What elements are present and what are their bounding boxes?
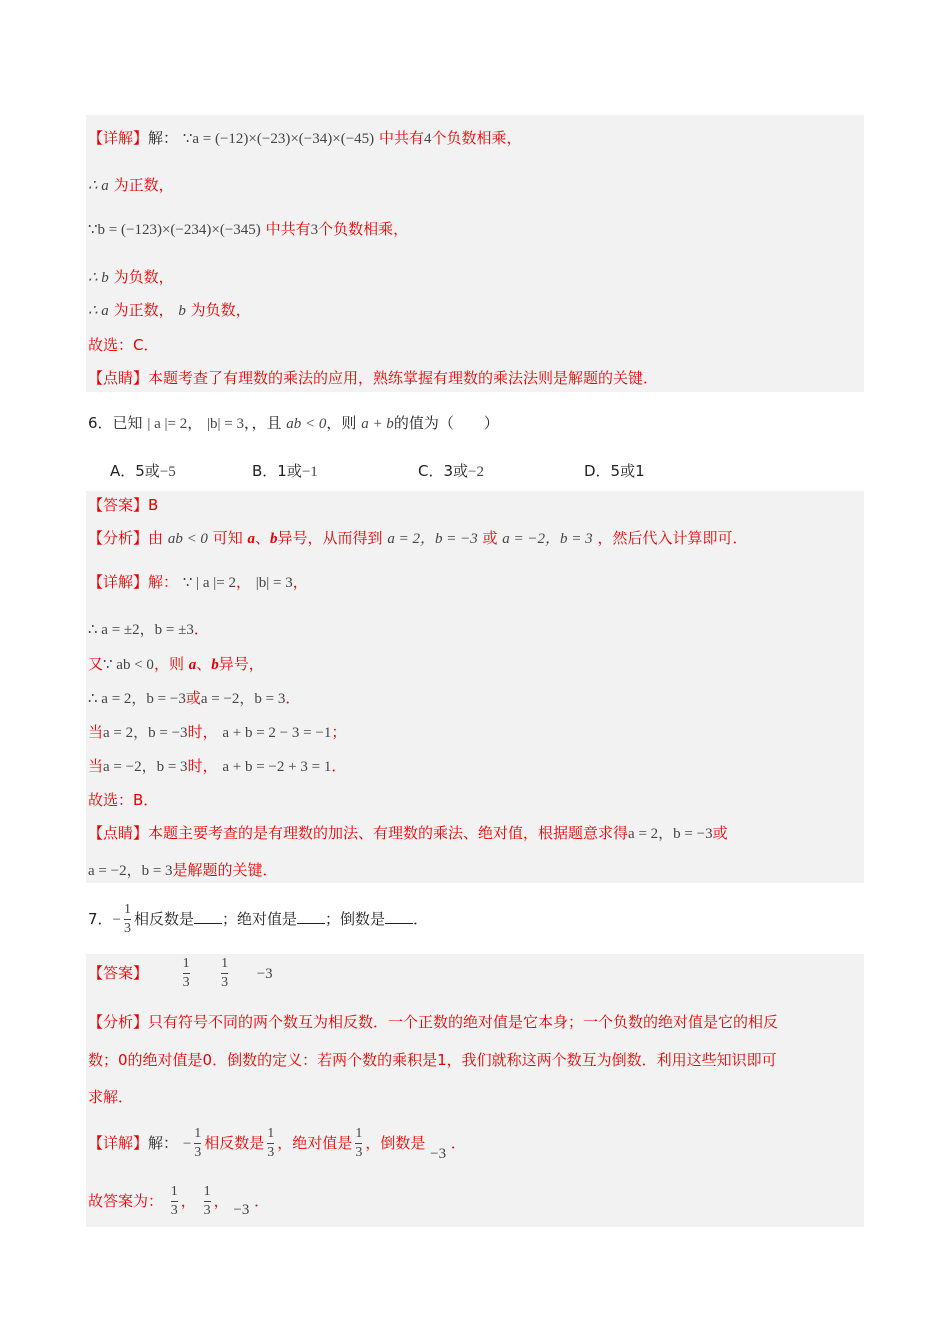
q7-stem: 7．− $\frac{1}{3}$ 相反数是 ；绝对值是 ；倒数是 ． xyxy=(88,902,429,936)
detail-tag: 【详解】 xyxy=(88,129,149,147)
a7-detail: 【详解】解： − $\frac{1}{3}$ 相反数是 $\frac{1}{3}$ ，绝对值是 $\frac{1}{3}$ ，倒数是 −3 ． xyxy=(88,1126,466,1162)
a6-detail-4: ∴ a = 2，b = −3或a = −2，b = 3． xyxy=(88,689,301,707)
a7-final: 故答案为： $\frac{1}{3}$ ， $\frac{1}{3}$ ， −3 ． xyxy=(88,1184,270,1218)
a6-detail-5: 当a = 2，b = −3时， a + b = 2 − 3 = −1； xyxy=(88,723,347,741)
fraction: $\frac{1}{3}$ xyxy=(170,1184,178,1218)
a7-answer: 【答案】 $\frac{1}{3}$ $\frac{1}{3}$ −3 xyxy=(88,956,273,990)
option-c: C．3或−2 xyxy=(418,462,484,480)
a6-detail-7: 故选：B． xyxy=(88,791,159,809)
fraction: $\frac{1}{3}$ xyxy=(124,902,132,936)
a6-comment-2: a = −2，b = 3是解题的关键． xyxy=(88,861,278,879)
s5-line-1: 【详解】解： ∵a = (−12)×(−23)×(−34)×(−45) 中共有4个负数相乘， xyxy=(88,129,522,147)
fraction: $\frac{1}{3}$ xyxy=(203,1184,211,1218)
a6-answer: 【答案】B xyxy=(88,496,159,514)
q6-stem: 6．已知 | a |= 2， |b| = 3，，且 ab < 0，则 a + b的值为（ ） xyxy=(88,414,499,432)
a6-detail-3: 又∵ ab < 0，则 a、b异号， xyxy=(88,655,264,673)
comment-tag: 【点睛】 xyxy=(88,369,149,387)
solution-panel-5 xyxy=(86,115,864,392)
a6-analysis: 【分析】由 ab < 0 可知 a、b异号，从而得到 a = 2，b = −3 或 a = −2，b = 3 ，然后代入计算即可． xyxy=(88,529,748,547)
blank xyxy=(385,909,413,924)
a6-comment-1: 【点睛】本题主要考查的是有理数的加法、有理数的乘法、绝对值，根据题意求得a = 2，b = −3或 xyxy=(88,824,728,842)
a7-analysis-2: 数；0的绝对值是0．倒数的定义：若两个数的乘积是1，我们就称这两个数互为倒数．利用这些知识即可 xyxy=(88,1051,777,1069)
fraction: $\frac{1}{3}$ xyxy=(267,1126,275,1160)
a6-detail-6: 当a = −2，b = 3时， a + b = −2 + 3 = 1． xyxy=(88,757,347,775)
option-a: A．5或−5 xyxy=(110,462,176,480)
fraction: $\frac{1}{3}$ xyxy=(221,956,229,990)
s5-line-5: ∴ a 为正数， b 为负数， xyxy=(88,301,251,319)
s5-line-7: 【点睛】本题考查了有理数的乘法的应用，熟练掌握有理数的乘法法则是解题的关键． xyxy=(88,369,659,387)
s5-line-4: ∴ b 为负数， xyxy=(88,268,174,286)
option-d: D．5或1 xyxy=(584,462,645,480)
fraction: $\frac{1}{3}$ xyxy=(194,1126,202,1160)
s5-line-2: ∴ a 为正数， xyxy=(88,176,174,194)
blank xyxy=(194,909,222,924)
s5-line-6: 故选：C． xyxy=(88,336,159,354)
blank xyxy=(297,909,325,924)
a7-analysis-1: 【分析】只有符号不同的两个数互为相反数．一个正数的绝对值是它本身；一个负数的绝对值是它的相反 xyxy=(88,1013,779,1031)
fraction: $\frac{1}{3}$ xyxy=(355,1126,363,1160)
s5-line-3: ∵b = (−123)×(−234)×(−345) 中共有3个负数相乘， xyxy=(88,220,409,238)
a6-detail-1: 【详解】解： ∵ | a |= 2， |b| = 3， xyxy=(88,573,308,591)
option-b: B．1或−1 xyxy=(252,462,318,480)
a7-analysis-3: 求解． xyxy=(88,1088,134,1106)
math-expr: ∵a = (−12)×(−23)×(−34)×(−45) xyxy=(182,131,375,147)
fraction: $\frac{1}{3}$ xyxy=(182,956,190,990)
a6-detail-2: ∴ a = ±2，b = ±3． xyxy=(88,620,209,638)
